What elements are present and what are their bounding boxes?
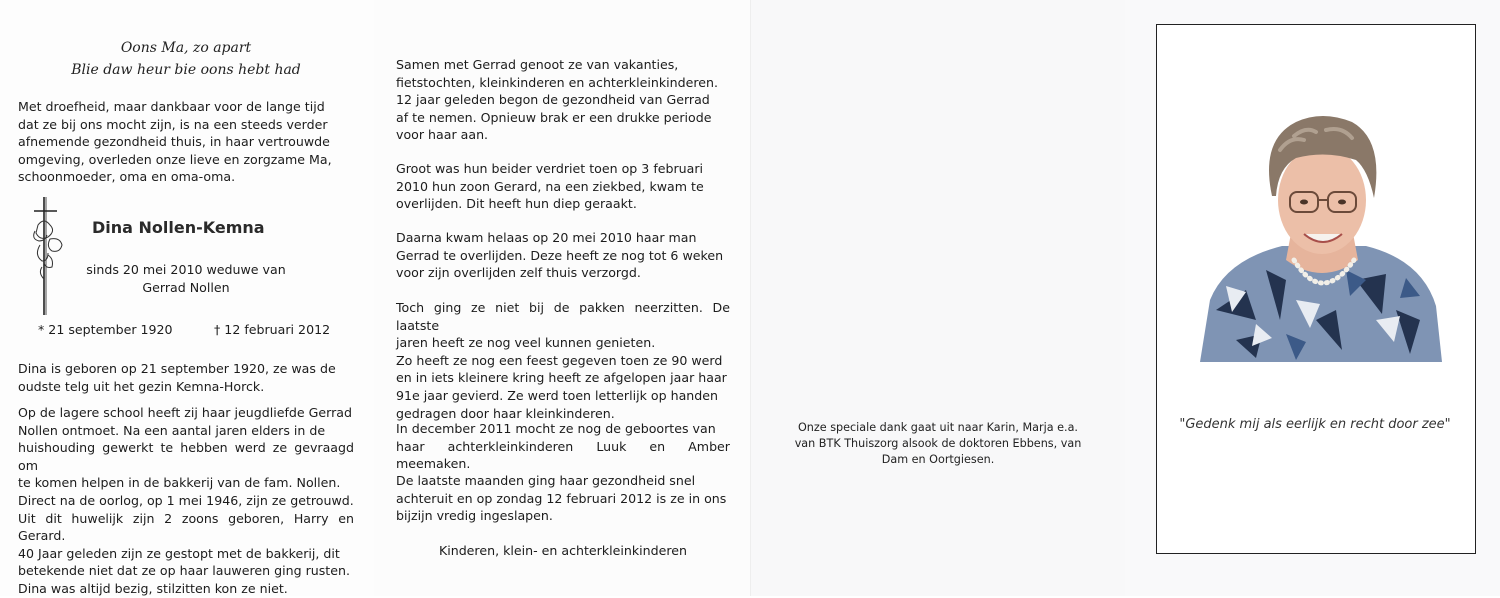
memorial-quote: "Gedenk mij als eerlijk en recht door zee" (1179, 417, 1451, 432)
fold-line (750, 0, 751, 596)
intro-paragraph: Met droefheid, maar dankbaar voor de lange tijd dat ze bij ons mocht zijn, is na een steeds verder afnemende gezondheid thuis, in haar vertrouwde omgeving, overleden onze lieve en zorgzame Ma, schoonmoeder, oma en oma-oma. (18, 99, 332, 185)
motto-line-1: Oons Ma, zo apart (120, 40, 252, 56)
bio-paragraph-2: Op de lagere school heeft zij haar jeugdliefde Gerrad Nollen ontmoet. Na een aantal jaren elders in de huishouding gewerkt te hebben werd ze gevraagd om te komen helpen in de bakkerij van de fam. Nollen. Direct na de oorlog, op 1 mei 1946, zijn ze getrouwd. Uit dit huwelijk zijn 2 zoons geboren, Harry en Gerard. 40 Jaar geleden zijn ze gestopt met de bakkerij, dit betekende niet dat ze op haar lauweren ging rusten. Dina was altijd bezig, stilzitten kon ze niet. (18, 405, 354, 596)
widow-line-2: Gerrad Nollen (142, 280, 230, 295)
widow-line-1: sinds 20 mei 2010 weduwe van (86, 262, 286, 277)
col2-paragraph-6: De laatste maanden ging haar gezondheid snel achteruit en op zondag 12 februari 2012 is ze in ons bijzijn vredig ingeslapen. (396, 473, 727, 524)
col2-paragraph-5: In december 2011 mocht ze nog de geboortes van haar achterkleinkinderen Luuk en Amber meemaken. (396, 421, 730, 472)
portrait-photo (1196, 110, 1446, 362)
birth-date: * 21 september 1920 (38, 322, 173, 337)
col2-paragraph-3: Daarna kwam helaas op 20 mei 2010 haar man Gerrad te overlijden. Deze heeft ze nog tot 6 weken voor zijn overlijden zelf thuis verzorgd. (396, 230, 724, 281)
thanks-note: Onze speciale dank gaat uit naar Karin, Marja e.a. van BTK Thuiszorg alsook de doktoren Ebbens, van Dam en Oortgiesen. (794, 421, 1082, 466)
col2-paragraph-1: Samen met Gerrad genoot ze van vakanties, fietstochten, kleinkinderen en achterkleinkinderen. 12 jaar geleden begon de gezondheid van Gerrad af te nemen. Opnieuw brak er een drukke periode voor haar aan. (396, 57, 718, 143)
deceased-name: Dina Nollen-Kemna (92, 218, 265, 237)
signature: Kinderen, klein- en achterkleinkinderen (438, 543, 688, 558)
col2-paragraph-2: Groot was hun beider verdriet toen op 3 februari 2010 hun zoon Gerard, na een ziekbed, kwam te overlijden. Dit heeft hun diep geraakt. (396, 161, 704, 212)
bio-paragraph-1: Dina is geboren op 21 september 1920, ze was de oudste telg uit het gezin Kemna-Horck. (18, 361, 336, 394)
motto-line-2: Blie daw heur bie oons hebt had (71, 62, 301, 78)
col2-paragraph-4: Toch ging ze niet bij de pakken neerzitten. De laatste jaren heeft ze nog veel kunnen genieten. Zo heeft ze nog een feest gegeven toen ze 90 werd en in iets kleinere kring heeft ze afgelopen jaar haar 91e jaar gevierd. Ze werd toen letterlijk op handen gedragen door haar kleinkinderen. (396, 300, 730, 421)
cross-with-flower-icon (26, 195, 66, 317)
death-date: † 12 februari 2012 (214, 322, 331, 337)
panel-inner-back (750, 0, 1125, 596)
